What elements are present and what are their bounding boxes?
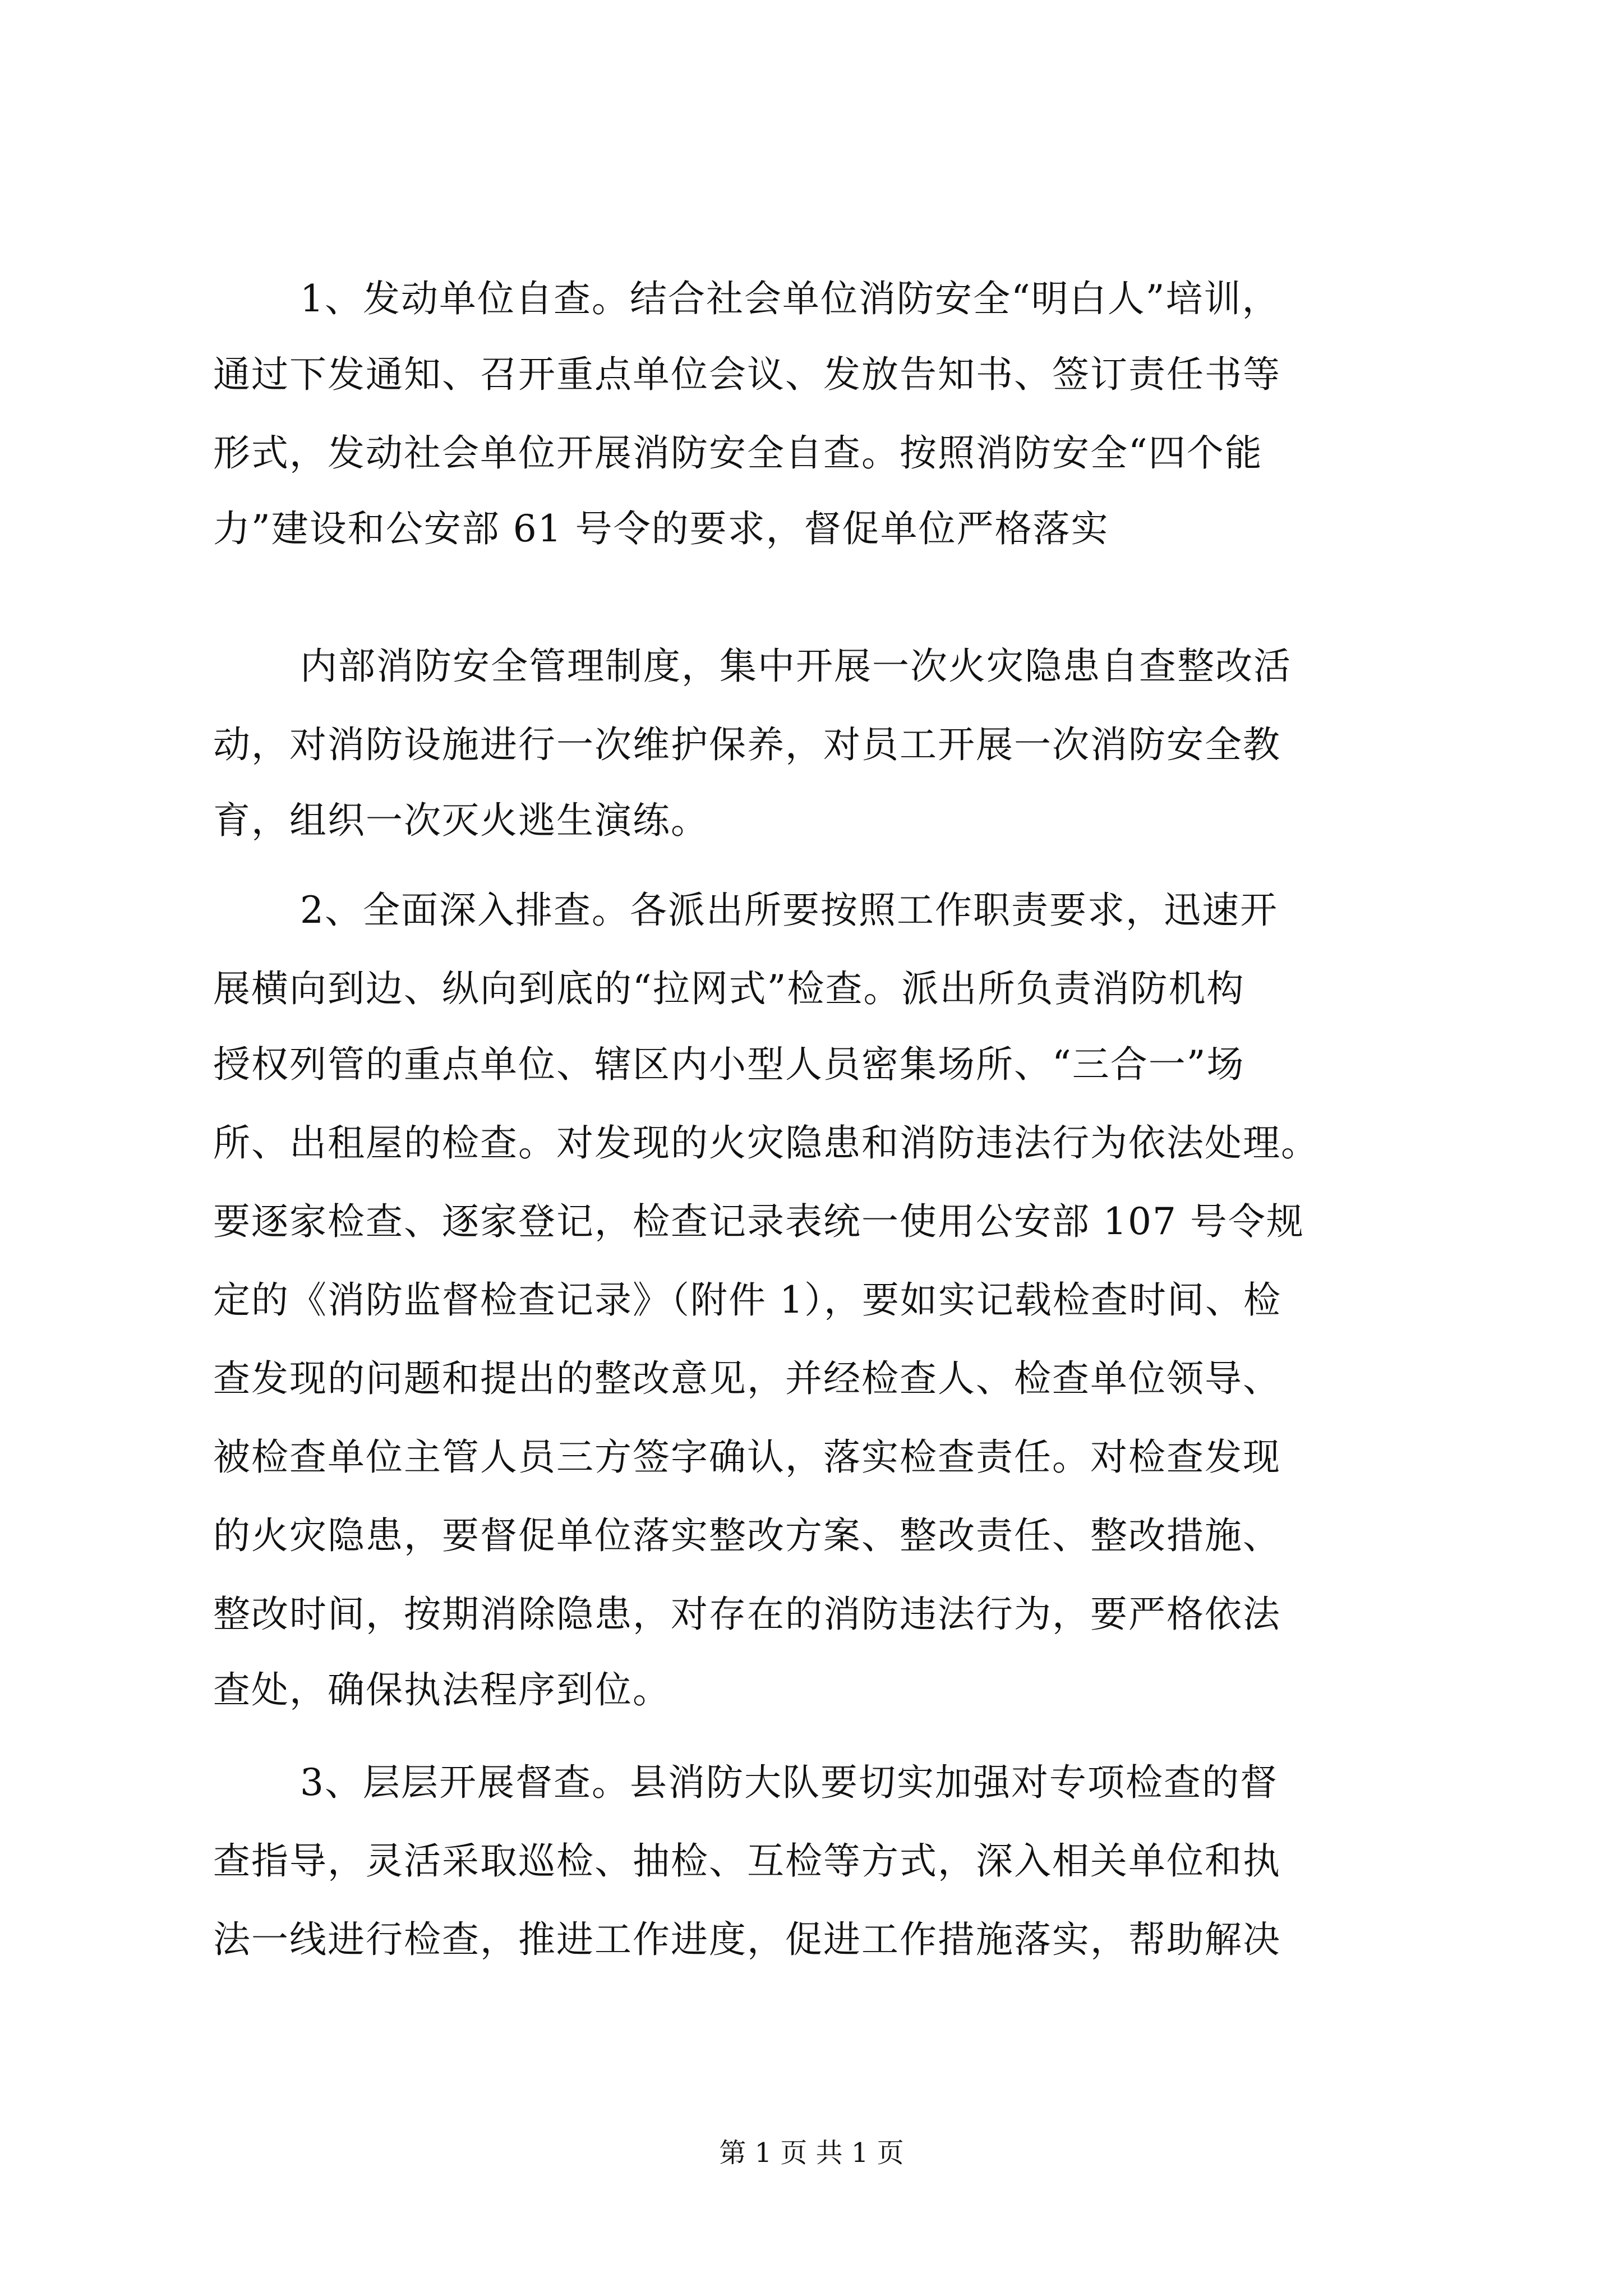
- text-line: 被检查单位主管人员三方签字确认，落实检查责任。对检查发现: [213, 1435, 1281, 1479]
- text-line: 定的《消防监督检查记录》（附件 1），要如实记载检查时间、检: [213, 1278, 1281, 1322]
- text-line: 查指导，灵活采取巡检、抽检、互检等方式，深入相关单位和执: [213, 1839, 1281, 1883]
- text-line: 整改时间，按期消除隐患，对存在的消防违法行为，要严格依法: [213, 1593, 1281, 1636]
- text-line: 育，组织一次灭火逃生演练。: [213, 799, 709, 842]
- text-line: 2、全面深入排查。各派出所要按照工作职责要求，迅速开: [300, 889, 1278, 932]
- text-line: 形式，发动社会单位开展消防安全自查。按照消防安全“四个能: [213, 431, 1263, 475]
- text-line: 内部消防安全管理制度，集中开展一次火灾隐患自查整改活: [300, 645, 1292, 688]
- page-footer: 第 1 页 共 1 页: [719, 2137, 904, 2169]
- text-line: 动，对消防设施进行一次维护保养，对员工开展一次消防安全教: [213, 723, 1281, 766]
- text-line: 要逐家检查、逐家登记，检查记录表统一使用公安部 107 号令规: [213, 1200, 1304, 1243]
- text-line: 力”建设和公安部 61 号令的要求，督促单位严格落实: [213, 507, 1109, 550]
- text-line: 法一线进行检查，推进工作进度，促进工作措施落实，帮助解决: [213, 1918, 1281, 1961]
- text-line: 通过下发通知、召开重点单位会议、发放告知书、签订责任书等: [213, 353, 1281, 396]
- text-line: 展横向到边、纵向到底的“拉网式”检查。派出所负责消防机构: [213, 967, 1245, 1010]
- text-line: 查处，确保执法程序到位。: [213, 1668, 671, 1711]
- text-line: 的火灾隐患，要督促单位落实整改方案、整改责任、整改措施、: [213, 1514, 1281, 1557]
- text-line: 授权列管的重点单位、辖区内小型人员密集场所、“三合一”场: [213, 1043, 1245, 1086]
- text-line: 1、发动单位自查。结合社会单位消防安全“明白人”培训，: [300, 277, 1280, 320]
- text-line: 所、出租屋的检查。对发现的火灾隐患和消防违法行为依法处理。: [213, 1121, 1319, 1165]
- text-line: 3、层层开展督查。县消防大队要切实加强对专项检查的督: [300, 1761, 1278, 1804]
- text-line: 查发现的问题和提出的整改意见，并经检查人、检查单位领导、: [213, 1357, 1281, 1400]
